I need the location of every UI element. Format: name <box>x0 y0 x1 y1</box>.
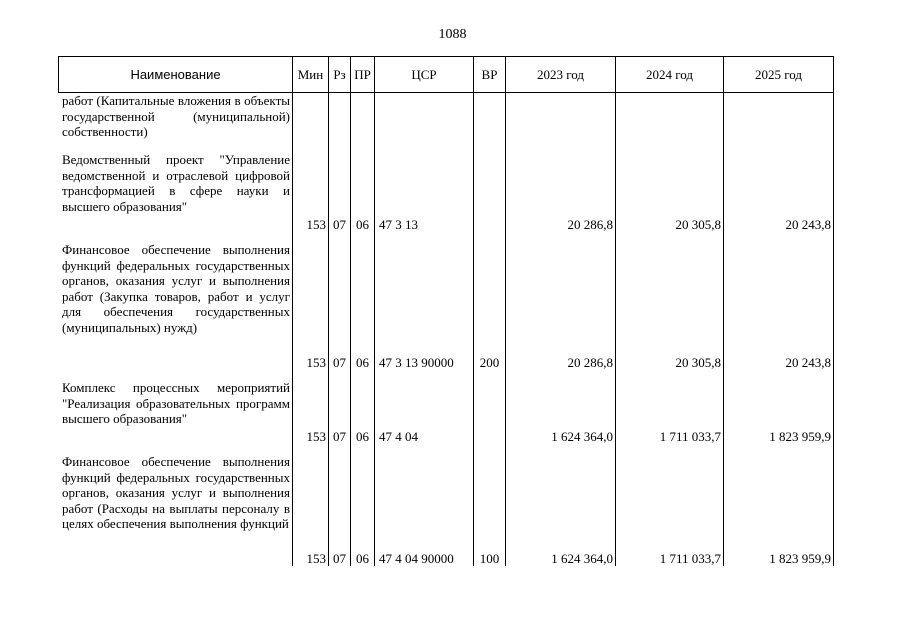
row-2024: 1 711 033,7 <box>616 454 724 566</box>
row-name: Комплекс процессных мероприятий "Реализация образовательных программ высшего образования" <box>62 380 290 426</box>
row-2024 <box>616 93 724 143</box>
row-pr <box>351 93 375 143</box>
row-2023: 1 624 364,0 <box>506 380 616 444</box>
row-min: 153 <box>293 242 329 370</box>
budget-table <box>58 56 834 566</box>
row-csr: 47 4 04 90000 <box>375 454 474 566</box>
header-2024: 2024 год <box>616 57 724 93</box>
row-csr <box>375 93 474 143</box>
header-2023: 2023 год <box>506 57 616 93</box>
row-2023: 1 624 364,0 <box>506 454 616 566</box>
header-rz: Рз <box>329 57 351 93</box>
header-min: Мин <box>293 57 329 93</box>
row-2023 <box>506 93 616 143</box>
row-rz: 07 <box>329 152 351 232</box>
page-number: 1088 <box>438 27 467 42</box>
header-name: Наименование <box>59 57 293 93</box>
row-pr: 06 <box>351 152 375 232</box>
table-row <box>59 454 834 566</box>
row-min: 153 <box>293 454 329 566</box>
row-vr: 100 <box>474 454 506 566</box>
row-vr <box>474 152 506 232</box>
row-min <box>293 93 329 143</box>
table-row <box>59 242 834 370</box>
row-rz <box>329 93 351 143</box>
row-csr: 47 4 04 <box>375 380 474 444</box>
row-min: 153 <box>293 380 329 444</box>
row-csr: 47 3 13 <box>375 152 474 232</box>
row-rz: 07 <box>329 454 351 566</box>
row-name: работ (Капитальные вложения в объекты государственной (муниципальной) собственности) <box>62 93 290 139</box>
row-2024: 20 305,8 <box>616 152 724 232</box>
header-pr: ПР <box>351 57 375 93</box>
row-2023: 20 286,8 <box>506 152 616 232</box>
row-2025: 20 243,8 <box>724 152 834 232</box>
header-2025: 2025 год <box>724 57 834 93</box>
row-vr <box>474 93 506 143</box>
row-rz: 07 <box>329 242 351 370</box>
row-pr: 06 <box>351 454 375 566</box>
row-2024: 20 305,8 <box>616 242 724 370</box>
header-vr: ВР <box>474 57 506 93</box>
row-name: Финансовое обеспечение выполнения функций федеральных государственных органов, оказания услуг и выполнения работ (Расходы на выплаты персоналу в целях обеспечения выполнения функций <box>62 454 290 531</box>
table-row <box>59 380 834 444</box>
row-2025: 1 823 959,9 <box>724 454 834 566</box>
row-csr: 47 3 13 90000 <box>375 242 474 370</box>
row-2025 <box>724 93 834 143</box>
table-header-row <box>59 57 834 93</box>
row-name: Финансовое обеспечение выполнения функций федеральных государственных органов, оказания услуг и выполнения работ (Закупка товаров, работ и услуг для обеспечения государственных (муниципальных) нужд) <box>62 242 290 335</box>
row-2025: 1 823 959,9 <box>724 380 834 444</box>
row-2023: 20 286,8 <box>506 242 616 370</box>
row-min: 153 <box>293 152 329 232</box>
table-row <box>59 93 834 143</box>
row-vr <box>474 380 506 444</box>
row-vr: 200 <box>474 242 506 370</box>
row-name: Ведомственный проект "Управление ведомственной и отраслевой цифровой трансформацией в сфере науки и высшего образования" <box>62 152 290 214</box>
row-pr: 06 <box>351 242 375 370</box>
header-csr: ЦСР <box>375 57 474 93</box>
row-pr: 06 <box>351 380 375 444</box>
row-2024: 1 711 033,7 <box>616 380 724 444</box>
row-2025: 20 243,8 <box>724 242 834 370</box>
row-rz: 07 <box>329 380 351 444</box>
table-row <box>59 152 834 232</box>
